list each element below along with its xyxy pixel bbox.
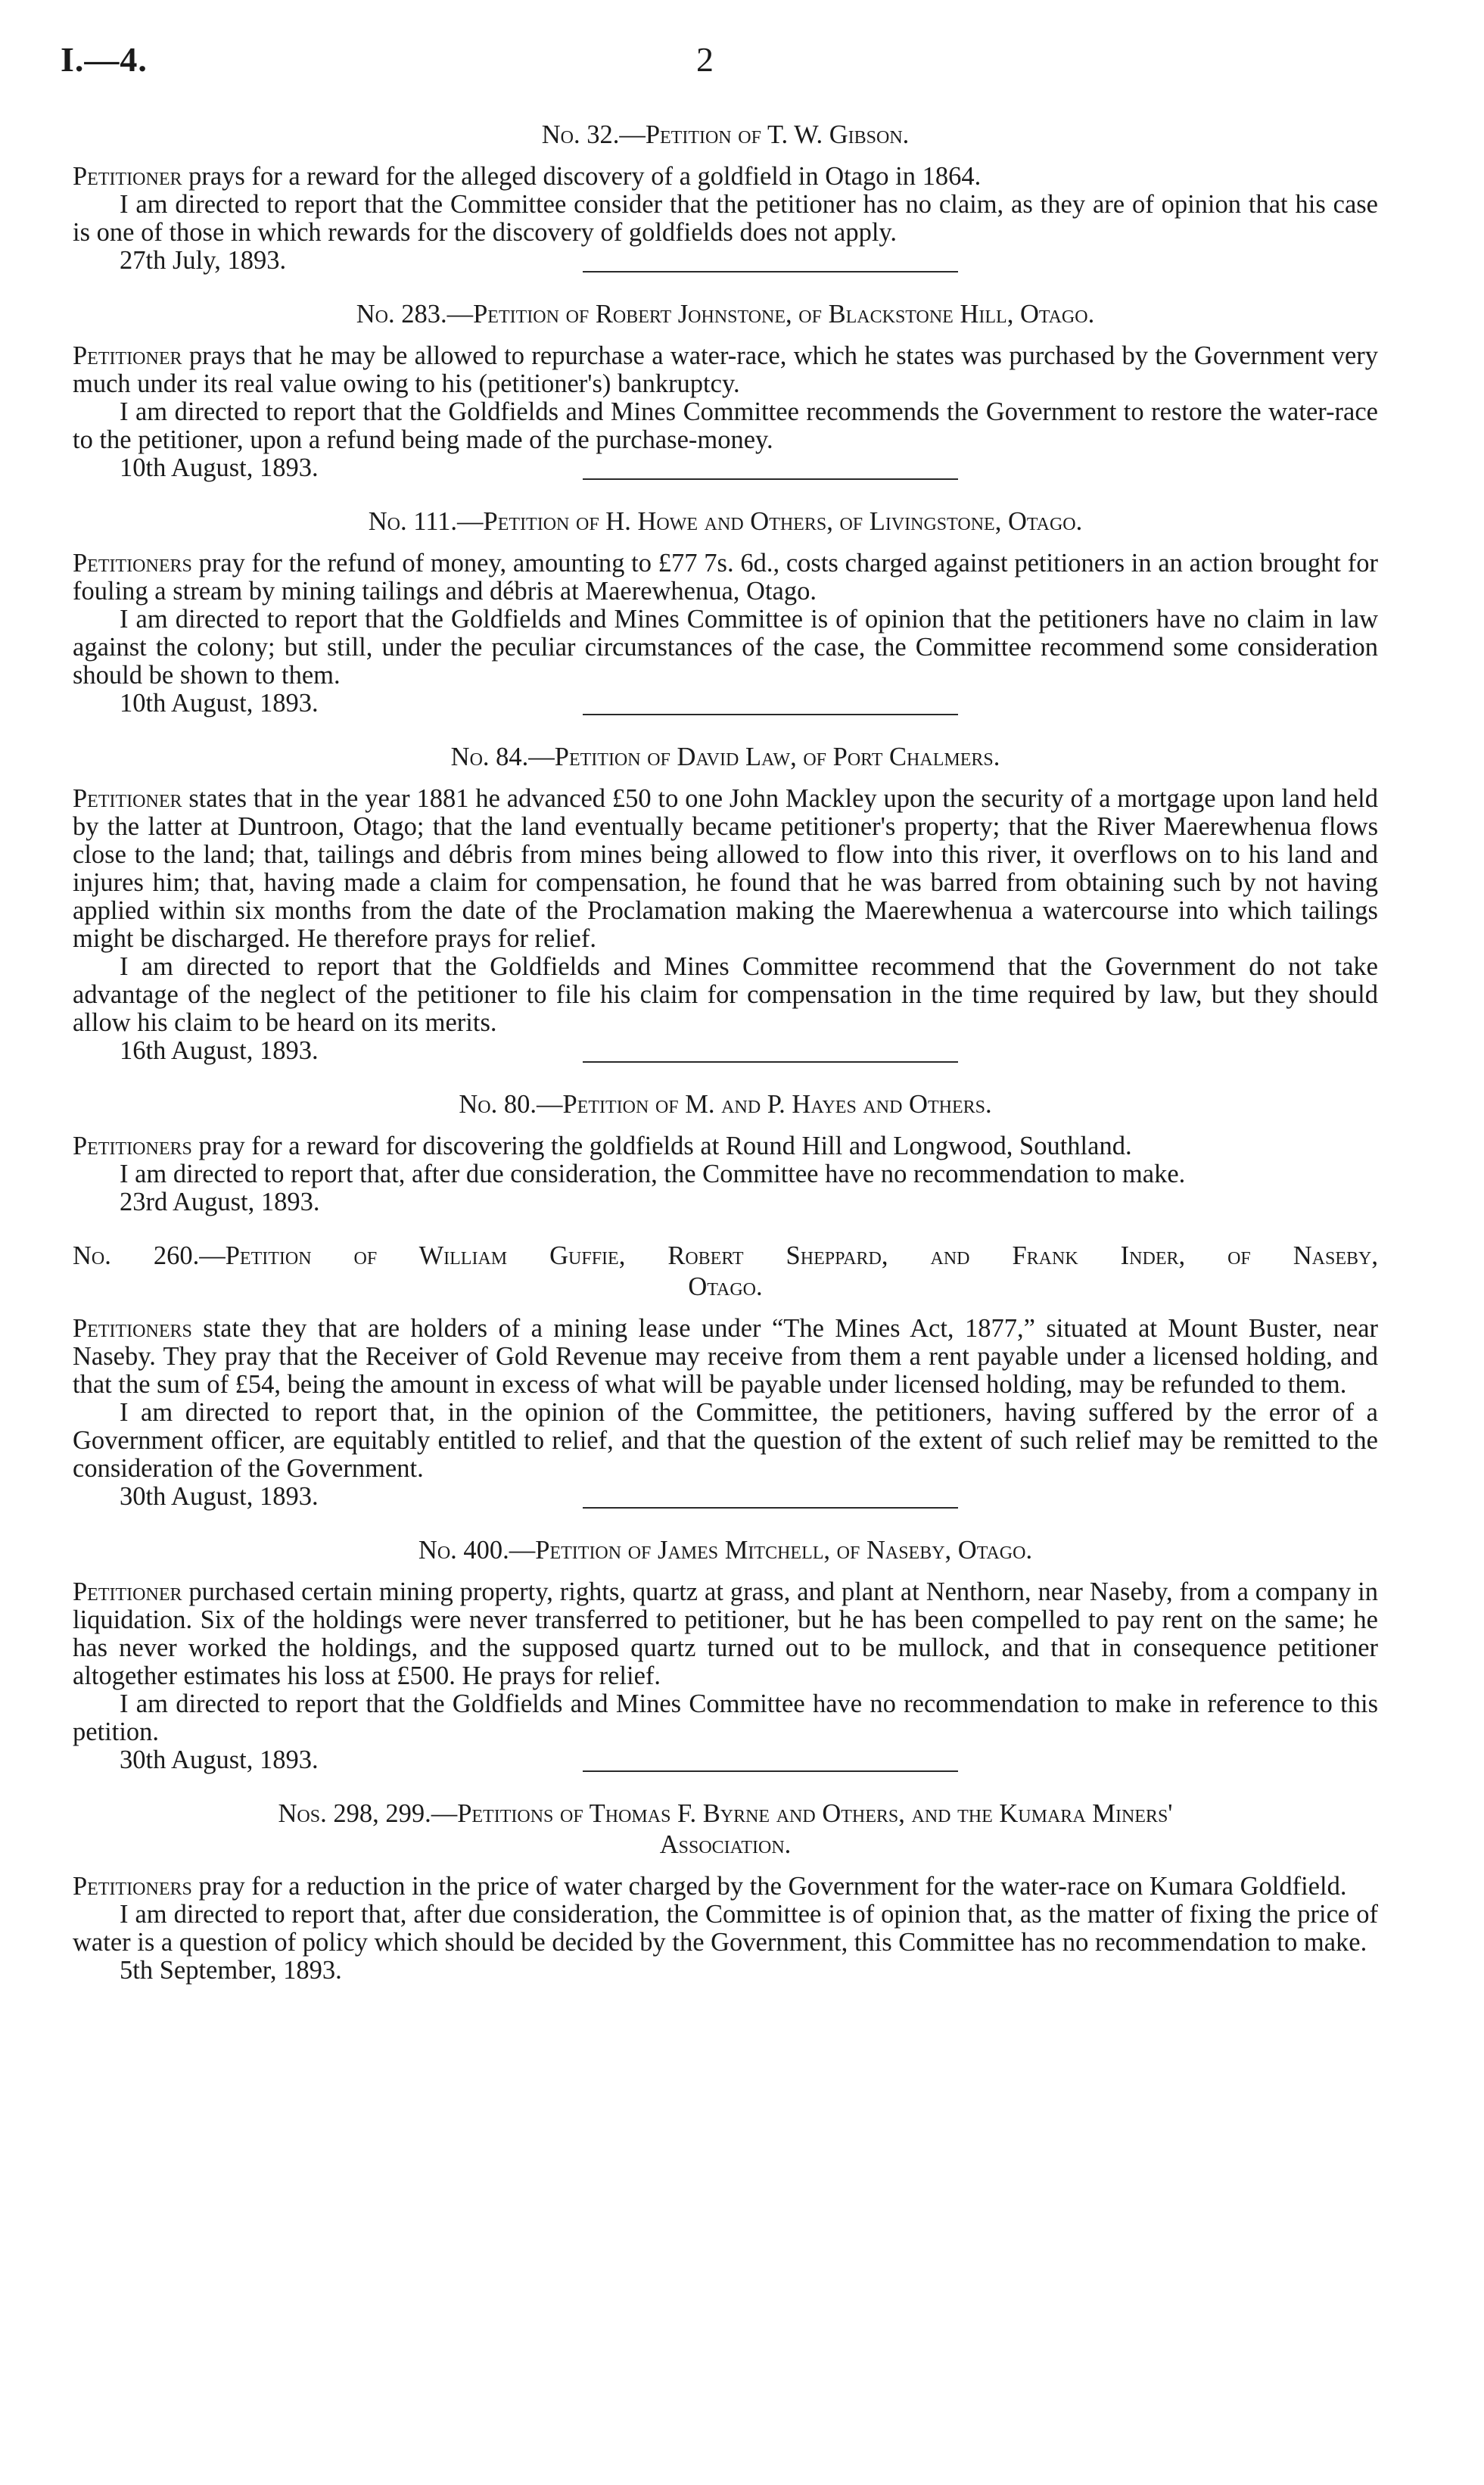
report-date xyxy=(120,1188,1378,1216)
running-head xyxy=(61,40,1378,91)
petition-lead: Petitioner xyxy=(73,341,182,370)
petition-lead: Petitioner xyxy=(73,162,182,191)
petition-statement xyxy=(73,785,1378,953)
petition-lead: Petitioner xyxy=(73,784,182,813)
petition-heading: No. 111.—Petition of H. Howe and Others, of Livingstone, Otago. xyxy=(368,507,1083,536)
report-date xyxy=(120,454,1378,482)
petition-lead: Petitioners xyxy=(73,1872,192,1901)
petition-298-299 xyxy=(73,1800,1378,1985)
report-date xyxy=(120,247,1378,275)
committee-report: I am directed to report that, in the opinion of the Committee, the petitioners, having suffered by the error of a Government officer, are equitably entitled to relief, and that the question of the extent of such relief may be remitted to the consideration of the Government. xyxy=(73,1398,1378,1483)
section-divider xyxy=(583,1061,958,1063)
report-date-text: 30th August, 1893. xyxy=(120,1482,319,1511)
committee-report: I am directed to report that, after due consideration, the Committee have no recommendation to make. xyxy=(120,1160,1186,1188)
section-divider xyxy=(583,478,958,480)
section-divider xyxy=(583,271,958,272)
committee-report: I am directed to report that the Goldfields and Mines Committee is of opinion that the petitioners have no claim in law against the colony; but still, under the peculiar circumstances of the case, the Committee recommend some consideration should be shown to them. xyxy=(73,605,1378,690)
report-date-text: 16th August, 1893. xyxy=(120,1036,319,1065)
petition-heading: No. 32.—Petition of T. W. Gibson. xyxy=(541,120,910,149)
petition-260 xyxy=(73,1242,1378,1511)
petition-heading: Nos. 298, 299.—Petitions of Thomas F. Byrne and Others, and the Kumara Miners' xyxy=(278,1799,1173,1828)
petition-80 xyxy=(73,1091,1378,1216)
petition-heading-continued: Association. xyxy=(659,1830,792,1859)
report-date-text: 27th July, 1893. xyxy=(120,246,287,275)
petition-400 xyxy=(73,1537,1378,1774)
petition-283 xyxy=(73,301,1378,482)
report-date-text: 23rd August, 1893. xyxy=(120,1188,320,1216)
petition-111 xyxy=(73,508,1378,718)
report-date-text: 10th August, 1893. xyxy=(120,453,319,482)
petition-lead: Petitioner xyxy=(73,1577,182,1606)
report-date xyxy=(120,1483,1378,1511)
section-divider xyxy=(583,714,958,715)
report-date-text: 5th September, 1893. xyxy=(120,1956,342,1985)
petition-statement xyxy=(73,1873,1378,1901)
petition-body: prays that he may be allowed to repurchase a water-race, which he states was purchased by the Government very much under its real value owing to his (petitioner's) bankruptcy. xyxy=(73,341,1379,398)
committee-report: I am directed to report that the Goldfields and Mines Committee have no recommendation to make in reference to this petition. xyxy=(73,1689,1378,1746)
petition-heading: No. 400.—Petition of James Mitchell, of Naseby, Otago. xyxy=(418,1536,1033,1565)
committee-report: I am directed to report that, after due consideration, the Committee is of opinion that, as the matter of fixing the price of water is a question of policy which should be decided by the Government, this Committee has no recommendation to make. xyxy=(73,1900,1378,1957)
report-date-text: 30th August, 1893. xyxy=(120,1745,319,1774)
petition-body: pray for a reduction in the price of water charged by the Government for the water-race on Kumara Goldfield. xyxy=(198,1872,1347,1901)
petition-heading: No. 80.—Petition of M. and P. Hayes and Others. xyxy=(459,1090,992,1119)
petition-statement xyxy=(73,1315,1378,1399)
petition-statement xyxy=(73,550,1378,606)
petition-heading: No. 84.—Petition of David Law, of Port Chalmers. xyxy=(450,743,1000,771)
section-divider xyxy=(583,1507,958,1509)
petition-statement xyxy=(73,1578,1378,1690)
petition-heading: No. 283.—Petition of Robert Johnstone, of Blackstone Hill, Otago. xyxy=(356,300,1095,329)
petition-lead: Petitioners xyxy=(73,1132,192,1160)
petition-heading-continued: Otago. xyxy=(688,1272,763,1301)
report-date xyxy=(120,1957,1378,1985)
petition-heading: No. 260.—Petition of William Guffie, Robert Sheppard, and Frank Inder, of Naseby, xyxy=(73,1241,1378,1270)
petition-body: prays for a reward for the alleged discovery of a goldfield in Otago in 1864. xyxy=(188,162,982,191)
petition-body: states that in the year 1881 he advanced £50 to one John Mackley upon the security of a mortgage upon land held by the latter at Duntroon, Otago; that the land eventually became petitioner's property; that the River Maerewhenua flows close to the land; that, tailings and débris from mines being allowed to flow into this river, it overflows on to his land and injures him; that, having made a claim for compensation, he found that he was barred from obtaining such by not having applied within six months from the date of the Proclamation making the Maerewhenua a watercourse into which tailings might be discharged. He therefore prays for relief. xyxy=(73,784,1378,953)
report-date xyxy=(120,1037,1378,1065)
petition-lead: Petitioners xyxy=(73,1314,192,1343)
petition-body: purchased certain mining property, rights, quartz at grass, and plant at Nenthorn, near Naseby, from a company in liquidation. Six of the holdings were never transferred to petitioner, but he has been compelled to pay rent on the same; he has never worked the holdings, and the supposed quartz turned out to be mullock, and that in consequence petitioner altogether estimates his loss at £500. He prays for relief. xyxy=(73,1577,1379,1690)
committee-report: I am directed to report that the Committee consider that the petitioner has no claim, as they are of opinion that his case is one of those in which rewards for the discovery of goldfields does not apply. xyxy=(73,190,1378,247)
report-date-text: 10th August, 1893. xyxy=(120,689,319,718)
petition-body: pray for the refund of money, amounting to £77 7s. 6d., costs charged against petitioners in an action brought for fouling a stream by mining tailings and débris at Maerewhenua, Otago. xyxy=(73,549,1378,606)
section-divider xyxy=(583,1770,958,1772)
report-date xyxy=(120,690,1378,718)
petition-statement xyxy=(73,342,1378,398)
petition-body: state they that are holders of a mining lease under “The Mines Act, 1877,” situated at Mount Buster, near Naseby. They pray that the Receiver of Gold Revenue may receive from them a rent payable under a licensed holding, and that the sum of £54, being the amount in excess of what will be payable under licensed holding, may be refunded to them. xyxy=(73,1314,1378,1399)
document-number: I.—4. xyxy=(61,40,148,79)
petition-84 xyxy=(73,743,1378,1065)
petition-32 xyxy=(73,121,1378,275)
committee-report: I am directed to report that the Goldfields and Mines Committee recommends the Government to restore the water-race to the petitioner, upon a refund being made of the purchase-money. xyxy=(73,397,1378,454)
petition-body: pray for a reward for discovering the goldfields at Round Hill and Longwood, Southland. xyxy=(198,1132,1132,1160)
committee-report: I am directed to report that the Goldfields and Mines Committee recommend that the Government do not take advantage of the neglect of the petitioner to file his claim for compensation in the time required by law, but they should allow his claim to be heard on its merits. xyxy=(73,952,1378,1037)
report-date xyxy=(120,1746,1378,1774)
petition-lead: Petitioners xyxy=(73,549,192,578)
petition-statement xyxy=(73,1132,1378,1160)
petition-statement xyxy=(73,163,1378,191)
page-number: 2 xyxy=(696,40,714,79)
